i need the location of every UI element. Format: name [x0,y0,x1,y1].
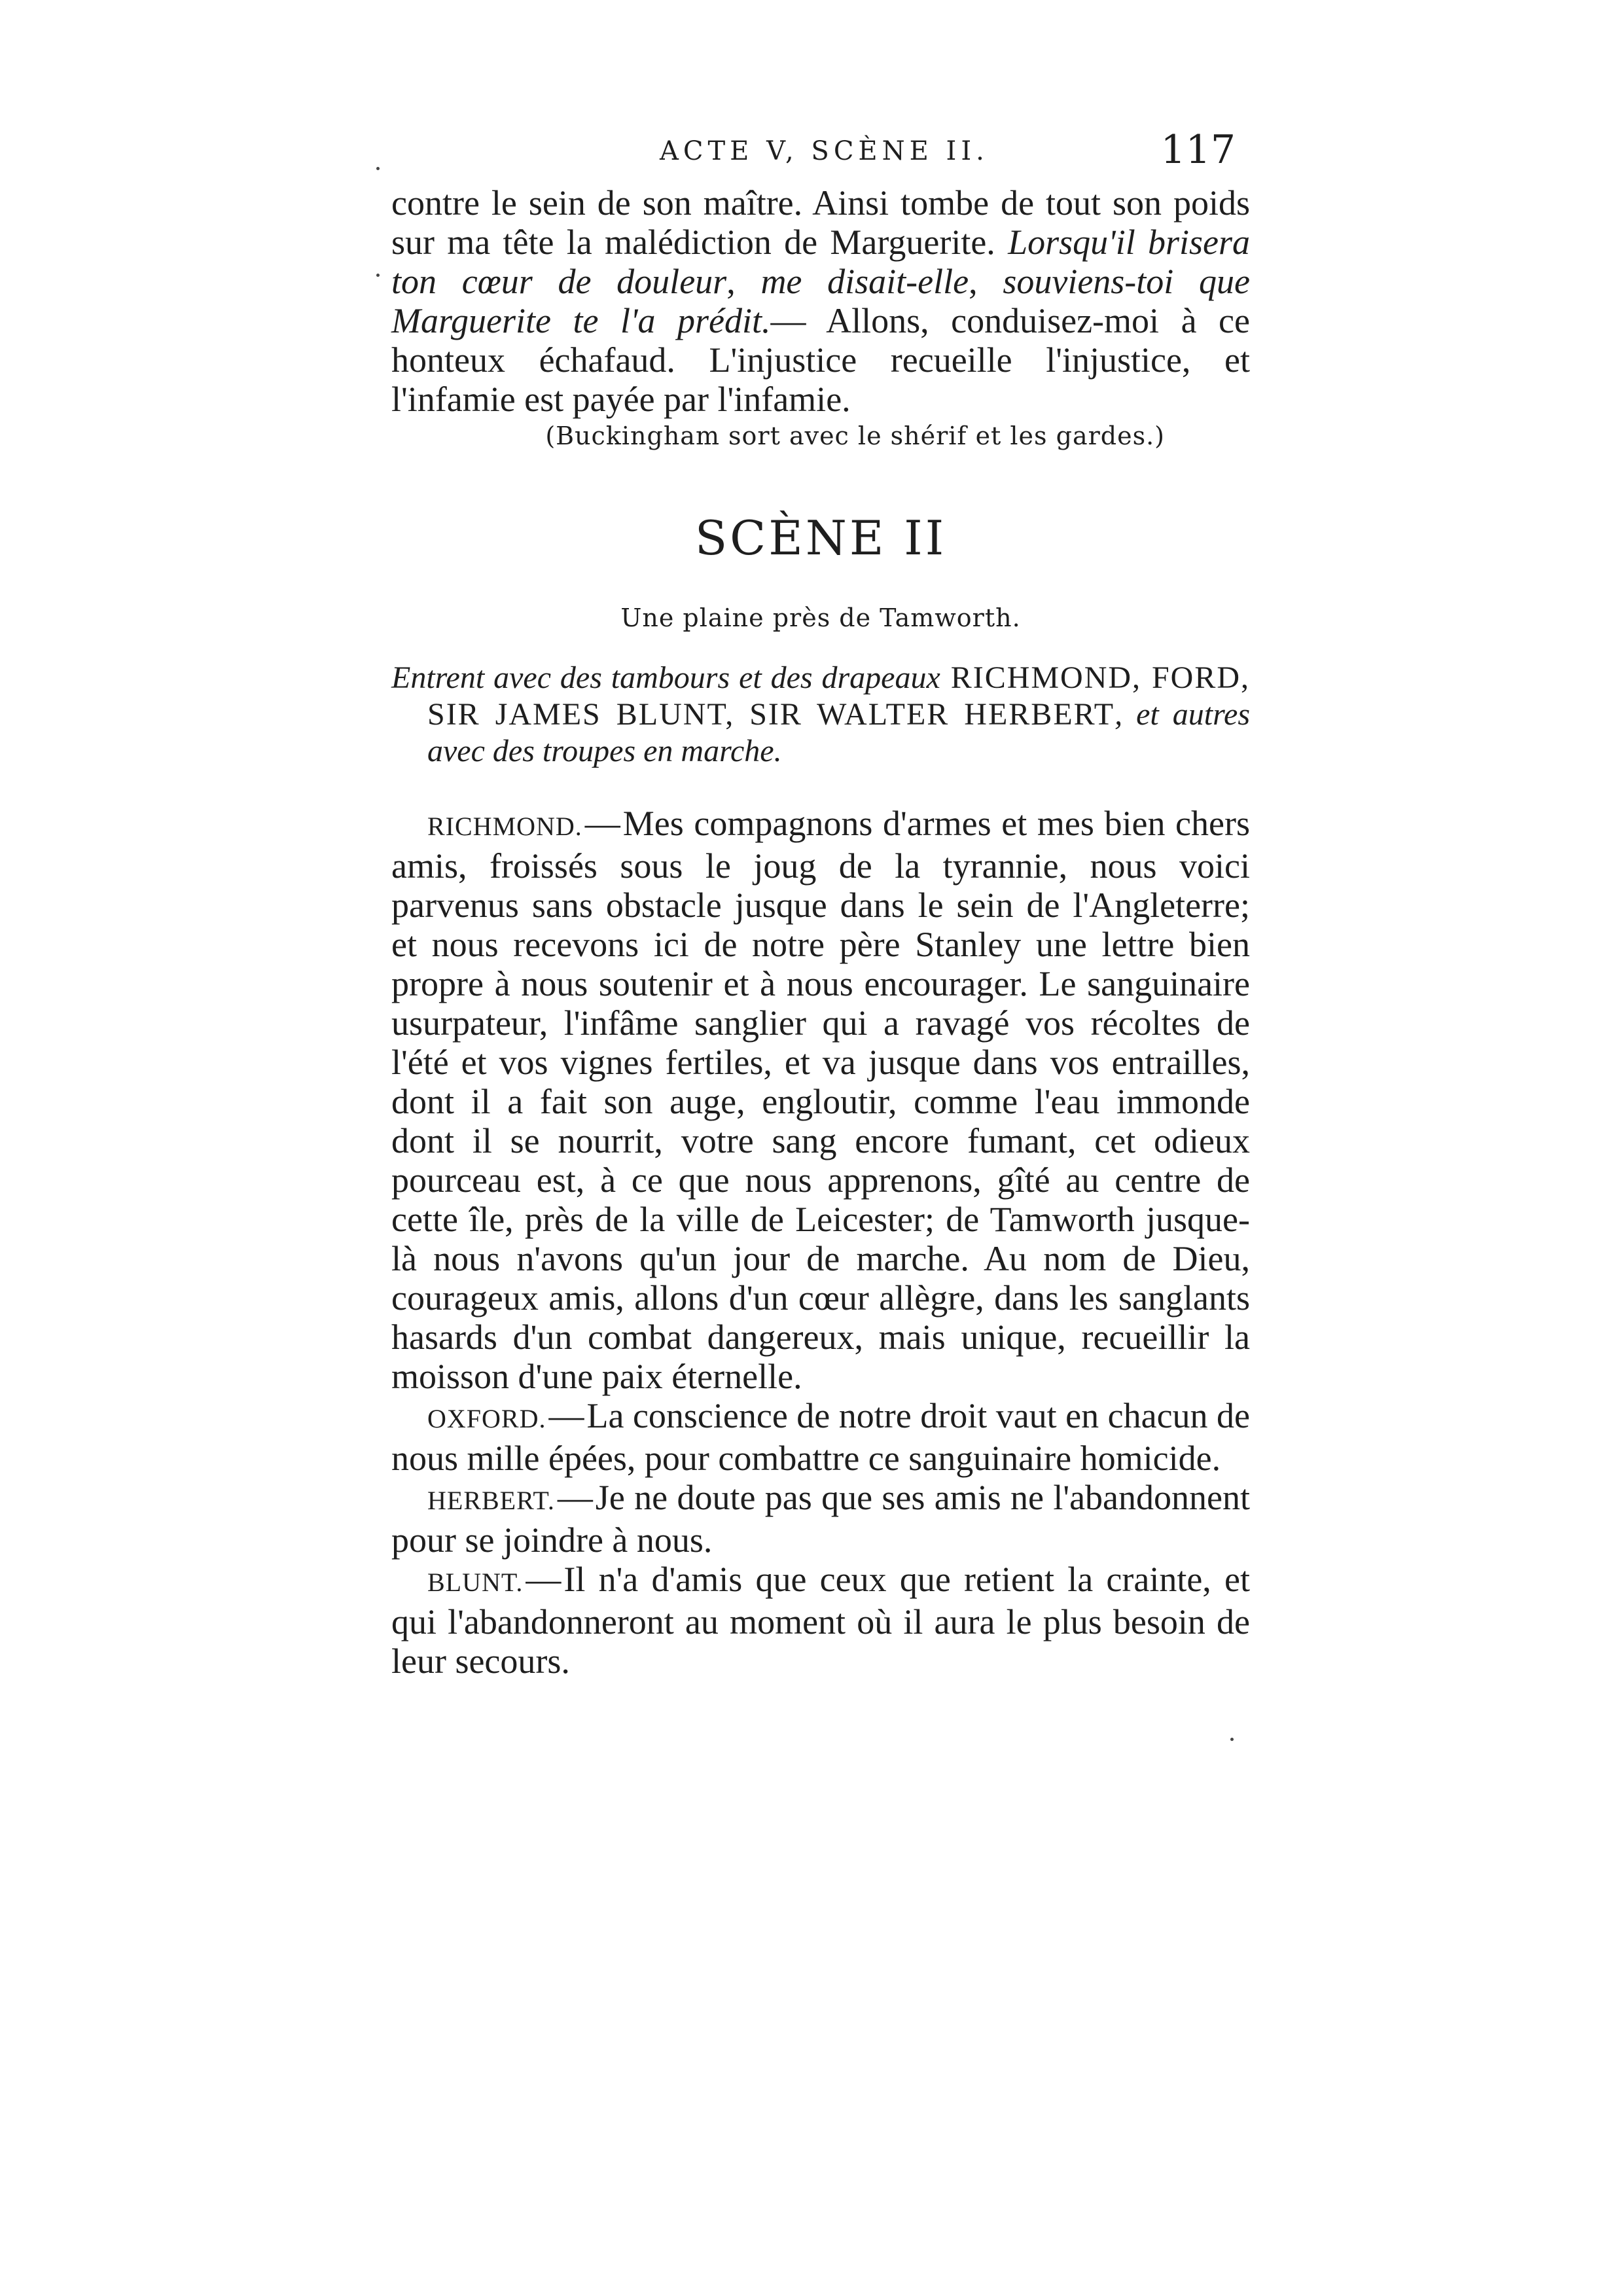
speech-dash: — [526,1560,562,1599]
page-header [391,124,1250,183]
stray-ink-dot [376,274,380,277]
page-number: 117 [1160,127,1236,173]
speaker-name: BLUNT. [427,1568,524,1597]
stage-direction-exit: (Buckingham sort avec le shérif et les gardes.) [545,422,1165,450]
speech-text: Mes compagnons d'armes et mes bien chers amis, froissés sous le joug de la tyrannie, nous voici parvenus sans obstacle jusque dans le sein de l'Angleterre; et nous recevons ici de notre père Stanley une lettre bien propre à nous soutenir et à nous encourager. Le sanguinaire usurpateur, l'infâme sanglier qui a ravagé vos récoltes de l'été et vos vignes fertiles, et va jusque dans vos entrailles, dont il a fait son auge, engloutir, comme l'eau immonde dont il se nourrit, votre sang encore fumant, cet odieux pourceau est, à ce que nous apprenons, gîté au centre de cette île, près de la ville de Leicester; de Tamworth jusque-là nous n'avons qu'un jour de marche. Au nom de Dieu, courageux amis, allons d'un cœur allègre, dans les sanglants hasards d'un combat dangereux, mais unique, recueillir la moisson d'une paix éternelle. [391,804,1250,1396]
speaker-name: HERBERT. [427,1486,555,1515]
continuation-text: — Allons, conduisez-moi à ce honteux échafaud. L'injustice recueille l'injustice, et l'infamie est payée par l'infamie. [391,301,1250,419]
entrance-character-names: RICHMOND, FORD, SIR JAMES BLUNT, SIR WALTER HERBERT [427,660,1250,732]
speech [391,1560,1250,1681]
continuation-italic: Lorsqu'il brisera ton cœur de douleur [391,223,1250,301]
speech-text: La conscience de notre droit vaut en chacun de nous mille épées, pour combattre ce sanguinaire homicide. [391,1396,1251,1478]
continuation-italic: souviens-toi que Marguerite te l'a prédit. [391,262,1251,340]
speech-dash: — [548,1396,584,1435]
speech-text: Je ne doute pas que ses amis ne l'abandonnent pour se joindre à nous. [391,1478,1250,1560]
continuation-paragraph [391,183,1250,419]
scene-setting: Une plaine près de Tamworth. [620,603,1021,632]
entrance-italic: , et autres avec des troupes en marche. [427,697,1250,768]
book-page [391,124,1250,1681]
scene-title: SCÈNE II [694,511,947,565]
speaker-name: RICHMOND. [427,812,582,841]
continuation-text: , [969,262,1003,301]
speech-text: Il n'a d'amis que ceux que retient la crainte, et qui l'abandonneront au moment où il aura le plus besoin de leur secours. [391,1560,1250,1681]
continuation-italic: me disait-elle [760,262,969,301]
entrance-italic: Entrent avec des tambours et des drapeaux [391,660,940,695]
dialogue [391,804,1250,1681]
speech-dash: — [557,1478,593,1517]
stage-direction-entrance [391,660,1250,770]
speaker-name: OXFORD. [427,1404,546,1433]
speech [391,804,1250,1396]
continuation-text: contre le sein de son maître. Ainsi tombe de tout son poids sur ma tête la malédiction de Marguerite. [391,183,1250,262]
speech [391,1396,1250,1478]
continuation-text: , [726,262,761,301]
running-head: ACTE V, SCÈNE II. [660,136,989,166]
stray-ink-dot [376,167,380,170]
speech [391,1478,1250,1560]
speech-dash: — [584,804,620,843]
stray-ink-dot [1230,1738,1234,1741]
